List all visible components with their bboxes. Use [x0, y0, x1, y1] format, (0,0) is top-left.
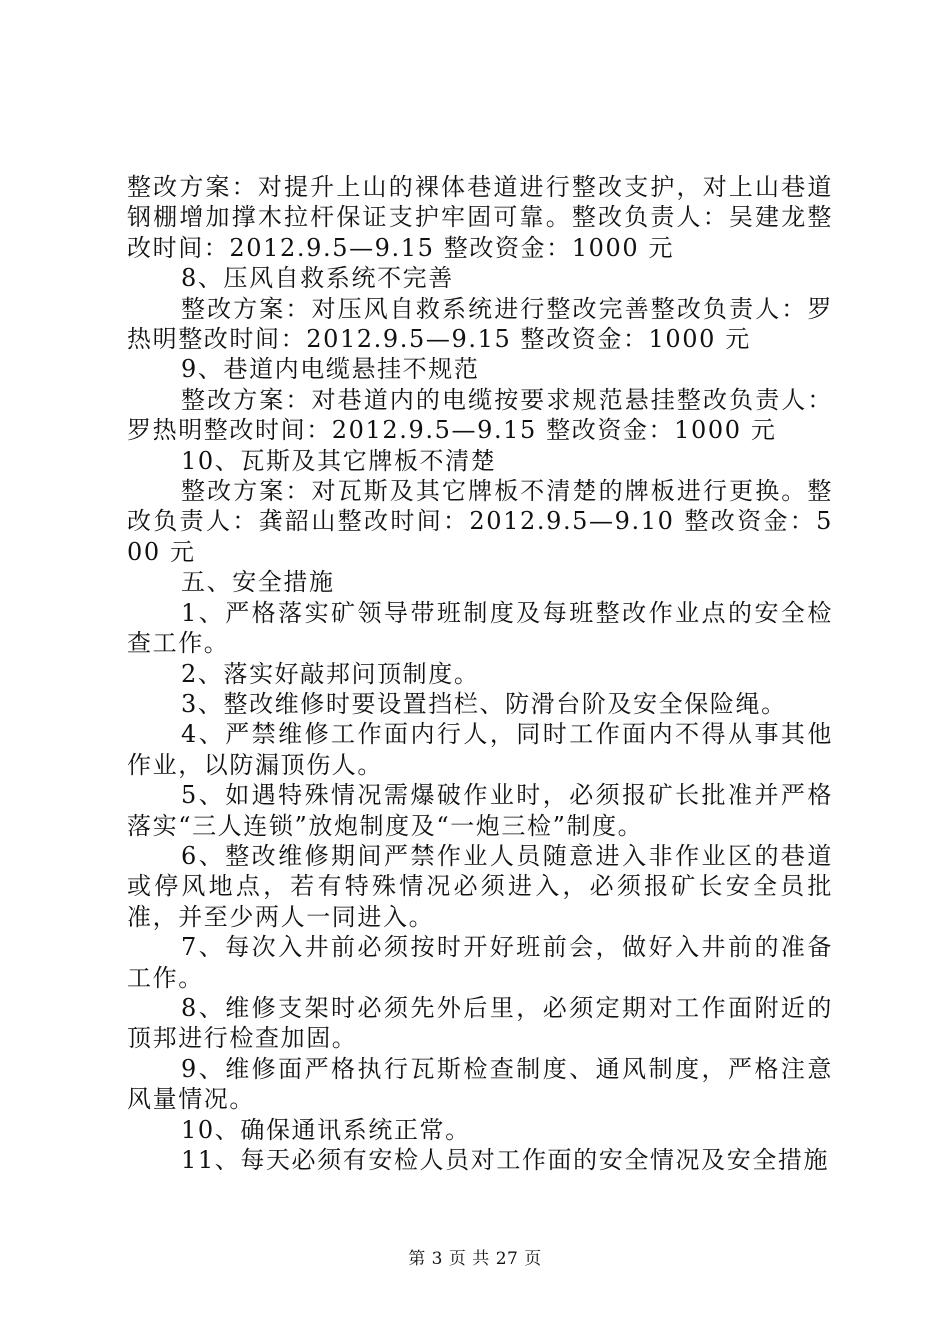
paragraph: 1、严格落实矿领导带班制度及每班整改作业点的安全检查工作。 [127, 598, 833, 658]
paragraph: 3、整改维修时要设置挡栏、防滑台阶及安全保险绳。 [181, 689, 787, 718]
paragraph: 5、如遇特殊情况需爆破作业时，必须报矿长批准并严格落实“三人连锁”放炮制度及“一炮三检”制度。 [127, 781, 833, 840]
paragraph: 整改方案：对提升上山的裸体巷道进行整改支护，对上山巷道钢棚增加撑木拉杆保证支护牢固可靠。整改负责人：吴建龙整改时间：2012.9.5—9.15 整改资金：1000 元 [127, 173, 833, 262]
page-footer: 第 3 页 共 27 页 [408, 1249, 542, 1269]
paragraph: 8、压风自救系统不完善 [181, 264, 454, 293]
paragraph: 10、瓦斯及其它牌板不清楚 [181, 446, 497, 475]
paragraph: 6、整改维修期间严禁作业人员随意进入非作业区的巷道或停风地点，若有特殊情况必须进入，必须报矿长安全员批准，并至少两人一同进入。 [127, 841, 833, 931]
paragraph: 2、落实好敲邦问顶制度。 [181, 659, 480, 688]
paragraph: 整改方案：对压风自救系统进行整改完善整改负责人：罗热明整改时间：2012.9.5—9.15 整改资金：1000 元 [127, 294, 833, 354]
paragraph: 10、确保通讯系统正常。 [181, 1115, 471, 1144]
paragraph: 8、维修支架时必须先外后里，必须定期对工作面附近的顶邦进行检查加固。 [127, 993, 833, 1053]
paragraph: 11、每天必须有安检人员对工作面的安全情况及安全措施 [181, 1146, 830, 1174]
section-heading: 五、安全措施 [181, 568, 335, 597]
paragraph: 7、每次入井前必须按时开好班前会，做好入井前的准备工作。 [127, 933, 833, 992]
paragraph: 整改方案：对巷道内的电缆按要求规范悬挂整改负责人：罗热明整改时间：2012.9.5—9.15 整改资金：1000 元 [127, 385, 833, 445]
paragraph: 9、维修面严格执行瓦斯检查制度、通风制度，严格注意风量情况。 [127, 1054, 833, 1114]
paragraph: 整改方案：对瓦斯及其它牌板不清楚的牌板进行更换。整改负责人：龚韶山整改时间：2012.9.5—9.10 整改资金：500 元 [127, 477, 833, 566]
paragraph: 9、巷道内电缆悬挂不规范 [181, 355, 480, 384]
paragraph: 4、严禁维修工作面内行人，同时工作面内不得从事其他作业，以防漏顶伤人。 [127, 720, 833, 779]
document-body [127, 172, 833, 1175]
